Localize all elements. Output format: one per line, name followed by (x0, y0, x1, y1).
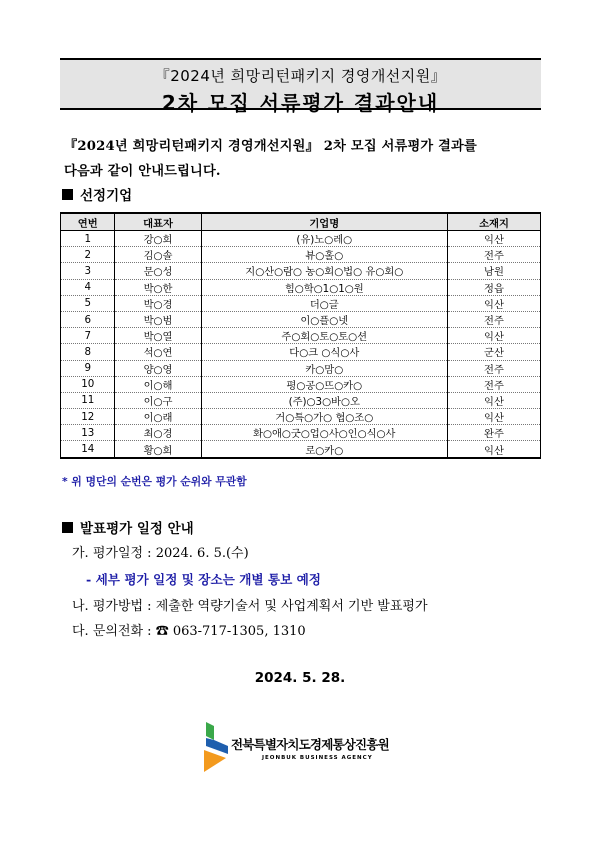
location-cell: 군산 (447, 344, 540, 360)
intro-line-1: 『2024년 희망리턴패키지 경영개선지원』 2차 모집 서류평가 결과를 (64, 139, 477, 154)
row-number-cell: 13 (61, 425, 115, 441)
table-row (61, 295, 541, 311)
row-number-cell: 7 (61, 328, 115, 344)
agency-name: 전북특별자치도경제통상진흥원 (231, 737, 389, 752)
representative-cell: 박○열 (115, 328, 201, 344)
row-number-cell: 14 (61, 441, 115, 458)
intro-paragraph (64, 134, 544, 184)
company-name-cell: 거○특○가○ 협○조○ (201, 409, 447, 425)
company-name-cell: 이○플○넷 (201, 311, 447, 327)
location-cell: 익산 (447, 295, 540, 311)
representative-cell: 최○경 (115, 425, 201, 441)
schedule-item-notice: - 세부 평가 일정 및 장소는 개별 통보 예정 (86, 572, 321, 587)
company-name-cell: 더○글 (201, 295, 447, 311)
representative-cell: 강○희 (115, 231, 201, 247)
row-number-cell: 3 (61, 263, 115, 279)
representative-cell: 김○솔 (115, 247, 201, 263)
table-row (61, 231, 541, 247)
table-row (61, 360, 541, 376)
company-name-cell: 로○카○ (201, 441, 447, 458)
location-cell: 익산 (447, 409, 540, 425)
row-number-cell: 6 (61, 311, 115, 327)
company-name-cell: (유)노○레○ (201, 231, 447, 247)
location-cell: 전주 (447, 311, 540, 327)
section-selected-firms (62, 184, 132, 204)
selected-firms-table (60, 212, 541, 459)
column-header: 기업명 (201, 213, 447, 231)
table-row (61, 328, 541, 344)
agency-logo-icon (200, 722, 230, 774)
table-row (61, 311, 541, 327)
column-header: 대표자 (115, 213, 201, 231)
location-cell: 익산 (447, 441, 540, 458)
location-cell: 전주 (447, 247, 540, 263)
table-row (61, 279, 541, 295)
location-cell: 익산 (447, 328, 540, 344)
representative-cell: 박○한 (115, 279, 201, 295)
title-box (60, 58, 541, 115)
program-title: 『2024년 희망리턴패키지 경영개선지원』 (154, 67, 447, 85)
company-name-cell: 뷰○홀○ (201, 247, 447, 263)
company-name-cell: 지○산○람○ 농○회○법○ 유○회○ (201, 263, 447, 279)
location-cell: 정읍 (447, 279, 540, 295)
location-cell: 익산 (447, 392, 540, 408)
table-row (61, 263, 541, 279)
column-header: 소재지 (447, 213, 540, 231)
company-name-cell: 카○맘○ (201, 360, 447, 376)
schedule-item-method: 나. 평가방법 : 제출한 역량기술서 및 사업계획서 기반 발표평가 (72, 599, 428, 614)
section-title: 발표평가 일정 안내 (80, 521, 194, 537)
row-number-cell: 9 (61, 360, 115, 376)
company-name-cell: 주○회○토○토○션 (201, 328, 447, 344)
row-number-cell: 10 (61, 376, 115, 392)
row-number-cell: 4 (61, 279, 115, 295)
agency-logo (198, 720, 408, 776)
company-name-cell: 힘○학○1○1○원 (201, 279, 447, 295)
row-number-cell: 5 (61, 295, 115, 311)
intro-line-2: 다음과 같이 안내드립니다. (64, 164, 221, 179)
location-cell: 익산 (447, 231, 540, 247)
row-number-cell: 11 (61, 392, 115, 408)
representative-cell: 석○연 (115, 344, 201, 360)
table-row (61, 409, 541, 425)
representative-cell: 양○영 (115, 360, 201, 376)
row-number-cell: 1 (61, 231, 115, 247)
representative-cell: 이○래 (115, 409, 201, 425)
table-body (61, 231, 541, 458)
row-number-cell: 8 (61, 344, 115, 360)
representative-cell: 황○희 (115, 441, 201, 458)
table-header-row (61, 213, 541, 231)
schedule-item-contact: 다. 문의전화 : ☎ 063-717-1305, 1310 (72, 624, 306, 639)
table-row (61, 425, 541, 441)
row-number-cell: 12 (61, 409, 115, 425)
table-row (61, 392, 541, 408)
company-name-cell: 다○크 ○식○사 (201, 344, 447, 360)
table-row (61, 247, 541, 263)
representative-cell: 박○경 (115, 295, 201, 311)
section-presentation-schedule (62, 517, 194, 537)
square-bullet-icon (62, 189, 73, 200)
table-row (61, 376, 541, 392)
section-title: 선정기업 (80, 188, 133, 204)
representative-cell: 박○범 (115, 311, 201, 327)
representative-cell: 문○성 (115, 263, 201, 279)
location-cell: 남원 (447, 263, 540, 279)
table-row (61, 344, 541, 360)
representative-cell: 이○구 (115, 392, 201, 408)
company-name-cell: 평○공○뜨○카○ (201, 376, 447, 392)
representative-cell: 이○해 (115, 376, 201, 392)
ranking-note: * 위 명단의 순번은 평가 순위와 무관함 (62, 475, 247, 488)
agency-name-english: JEONBUK BUSINESS AGENCY (262, 755, 373, 761)
location-cell: 완주 (447, 425, 540, 441)
company-name-cell: 화○애○굿○업○사○인○식○사 (201, 425, 447, 441)
row-number-cell: 2 (61, 247, 115, 263)
page-title: 2차 모집 서류평가 결과안내 (161, 91, 440, 115)
square-bullet-icon (62, 522, 73, 533)
location-cell: 전주 (447, 376, 540, 392)
company-name-cell: (주)○3○바○오 (201, 392, 447, 408)
location-cell: 전주 (447, 360, 540, 376)
table-row (61, 441, 541, 458)
document-date: 2024. 5. 28. (254, 670, 346, 686)
schedule-item-date: 가. 평가일정 : 2024. 6. 5.(수) (72, 546, 249, 561)
column-header: 연번 (61, 213, 115, 231)
